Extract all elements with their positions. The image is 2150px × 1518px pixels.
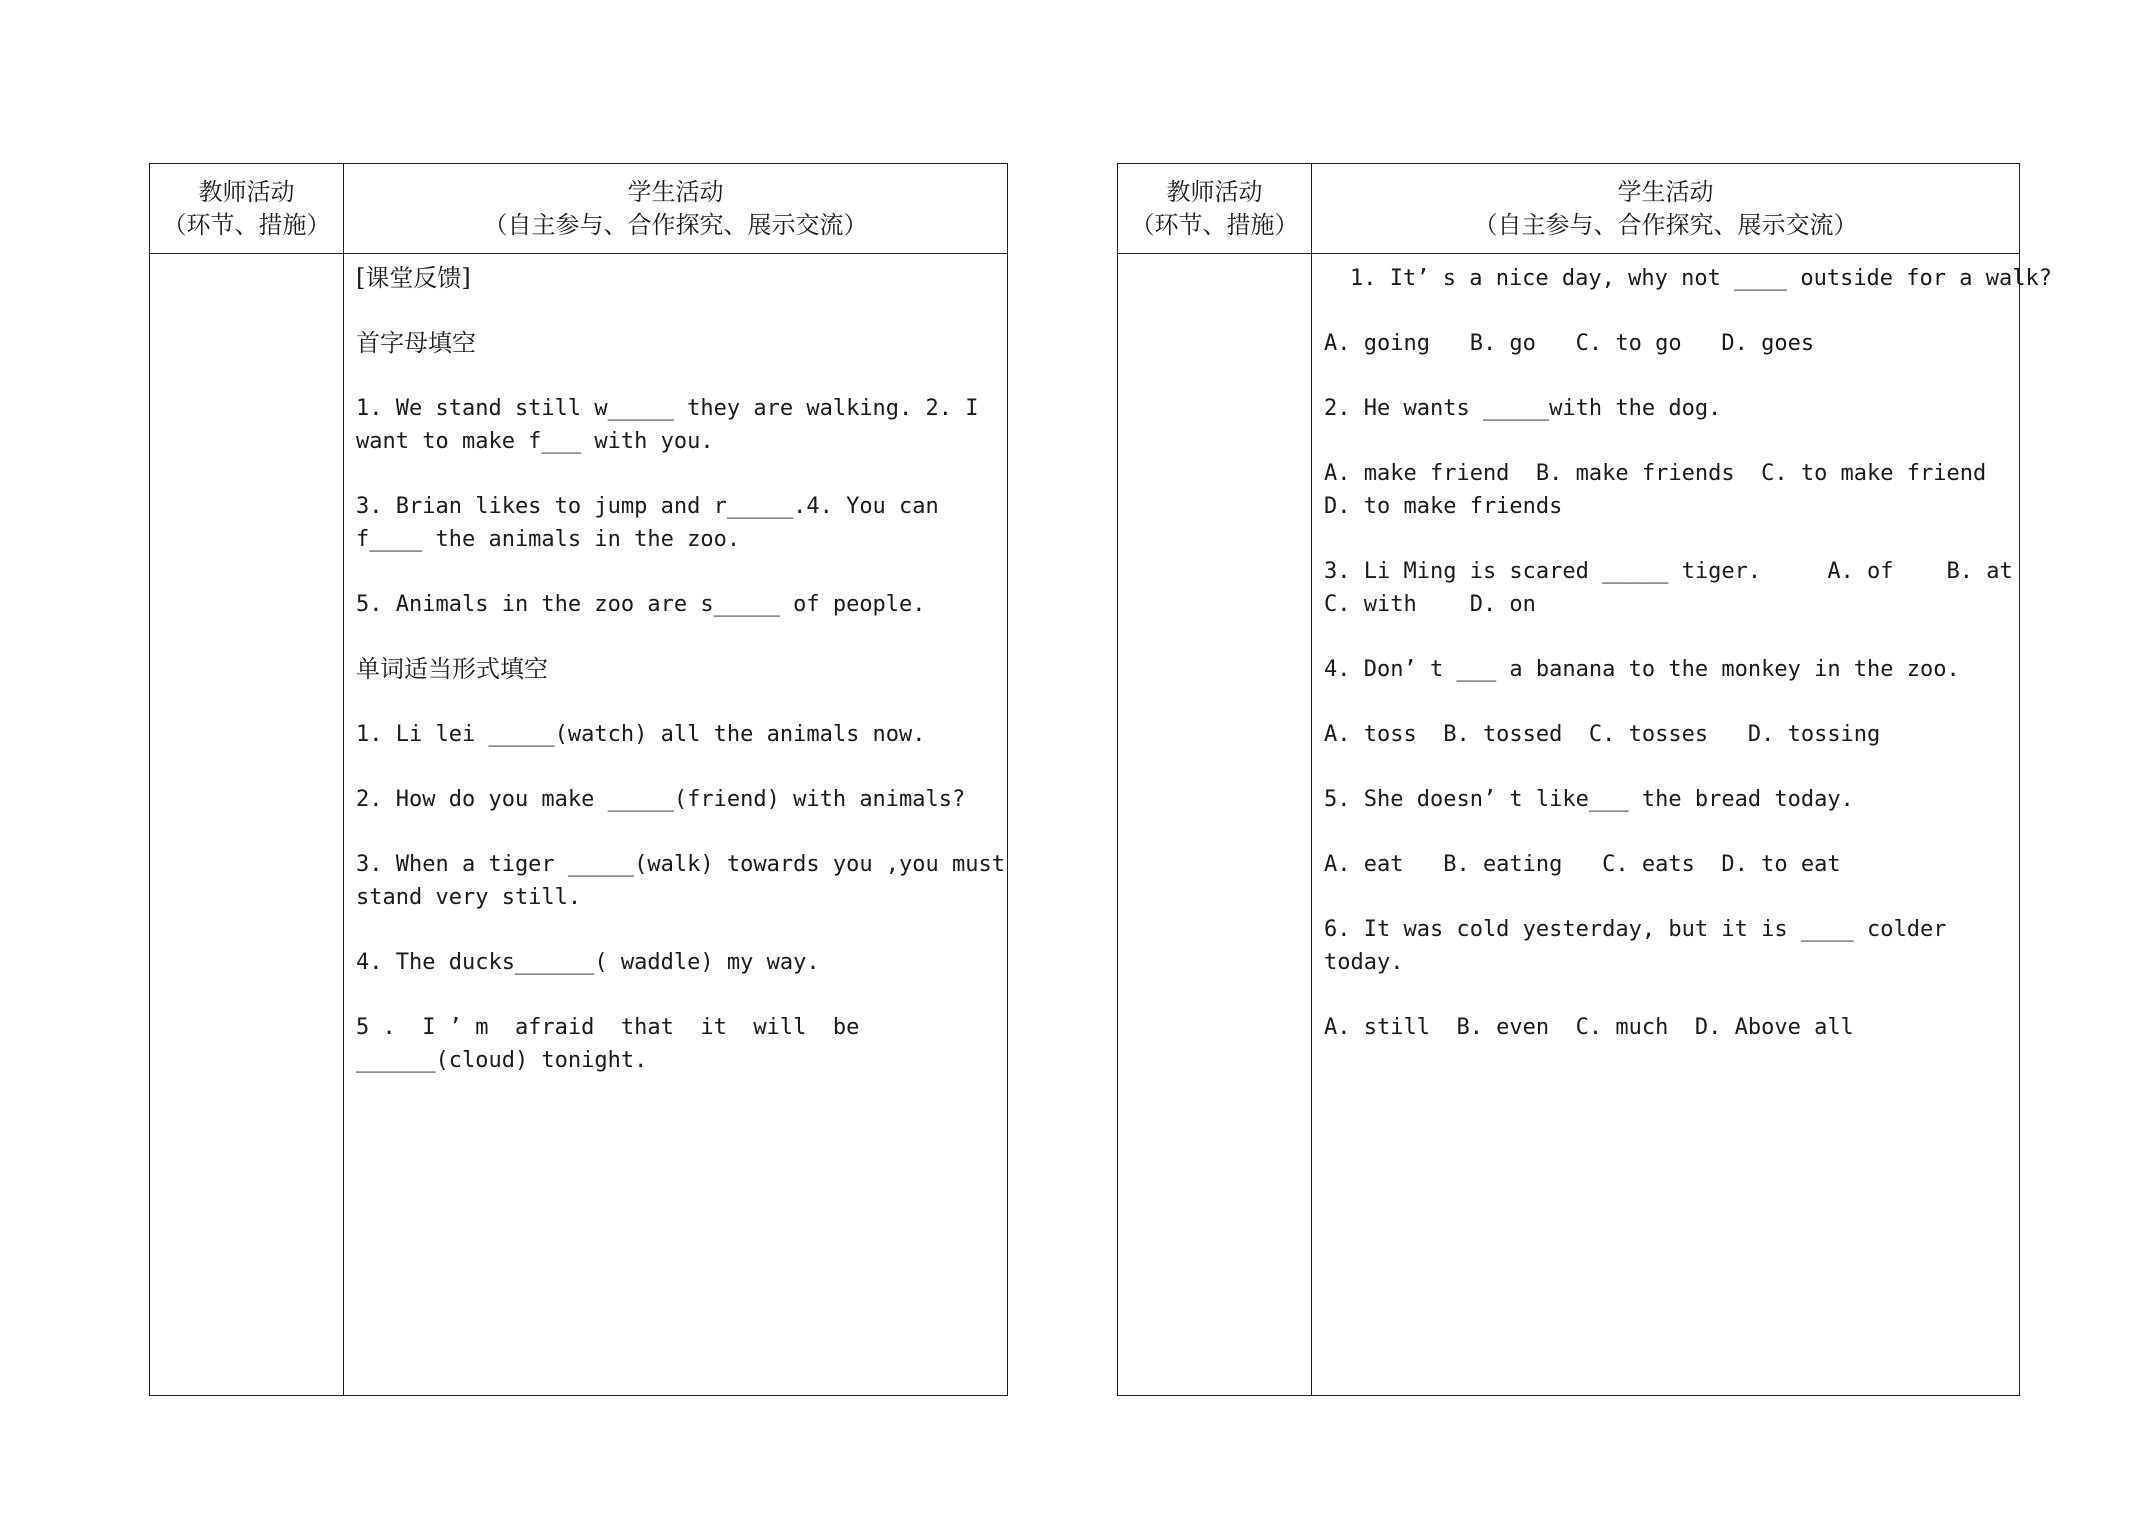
right-lesson-table [1117,163,2066,1396]
exercise-line: 3. When a tiger _____(walk) towards you ,you must stand very still. [356,852,1019,910]
part1-title: 首字母填空 [356,329,476,357]
student-activity-content [344,254,1019,1395]
exercise-line: 5. Animals in the zoo are s_____ of people. [356,592,926,617]
exercise-line: 3. Brian likes to jump and r_____.4. You can f____ the animals in the zoo. [356,494,953,552]
question-line: 6. It was cold yesterday, but it is ____ colder today. [1324,917,1960,975]
exercise-line: 2. How do you make _____(friend) with animals? [356,787,966,812]
options-line: A. still B. even C. much D. Above all [1324,1015,1854,1040]
question-line: 4. Don’ t ___ a banana to the monkey in the zoo. [1324,657,1960,682]
teacher-activity-header [150,164,343,253]
left-lesson-table [149,163,1019,1396]
question-line: 2. He wants _____with the dog. [1324,396,1722,421]
question-line: 5. She doesn’ t like___ the bread today. [1324,787,1854,812]
section-title: [课堂反馈] [356,264,471,292]
teacher-activity-subtitle: （环节、措施） [162,210,331,239]
question-line: 1. It’ s a nice day, why not ____ outside for a walk? [1350,266,2052,291]
teacher-activity-title: 教师活动 [1166,177,1263,206]
exercise-line: 1. We stand still w_____ they are walking. 2. I want to make f___ with you. [356,396,979,454]
question-line: 3. Li Ming is scared _____ tiger. A. of B. at C. with D. on [1324,559,2066,617]
options-line: A. toss B. tossed C. tosses D. tossing [1324,722,1881,747]
student-activity-header [1312,164,2019,253]
options-line: A. going B. go C. to go D. goes [1324,331,1815,356]
student-activity-subtitle: （自主参与、合作探究、展示交流） [1473,210,1858,239]
teacher-activity-subtitle: （环节、措施） [1130,210,1299,239]
exercise-line: 1. Li lei _____(watch) all the animals now. [356,722,926,747]
student-activity-content [1312,254,2066,1395]
student-activity-title: 学生活动 [627,177,724,206]
exercise-line: 5 . I ’ m afraid that it will be ______(cloud) tonight. [356,1015,886,1073]
options-line: A. make friend B. make friends C. to make friend D. to make friends [1324,461,2027,519]
student-activity-subtitle: （自主参与、合作探究、展示交流） [483,210,868,239]
student-activity-header [344,164,1007,253]
exercise-line: 4. The ducks______( waddle) my way. [356,950,820,975]
teacher-activity-title: 教师活动 [198,177,295,206]
student-activity-title: 学生活动 [1617,177,1714,206]
options-line: A. eat B. eating C. eats D. to eat [1324,852,1841,877]
teacher-activity-header [1118,164,1311,253]
part2-title: 单词适当形式填空 [356,655,548,683]
